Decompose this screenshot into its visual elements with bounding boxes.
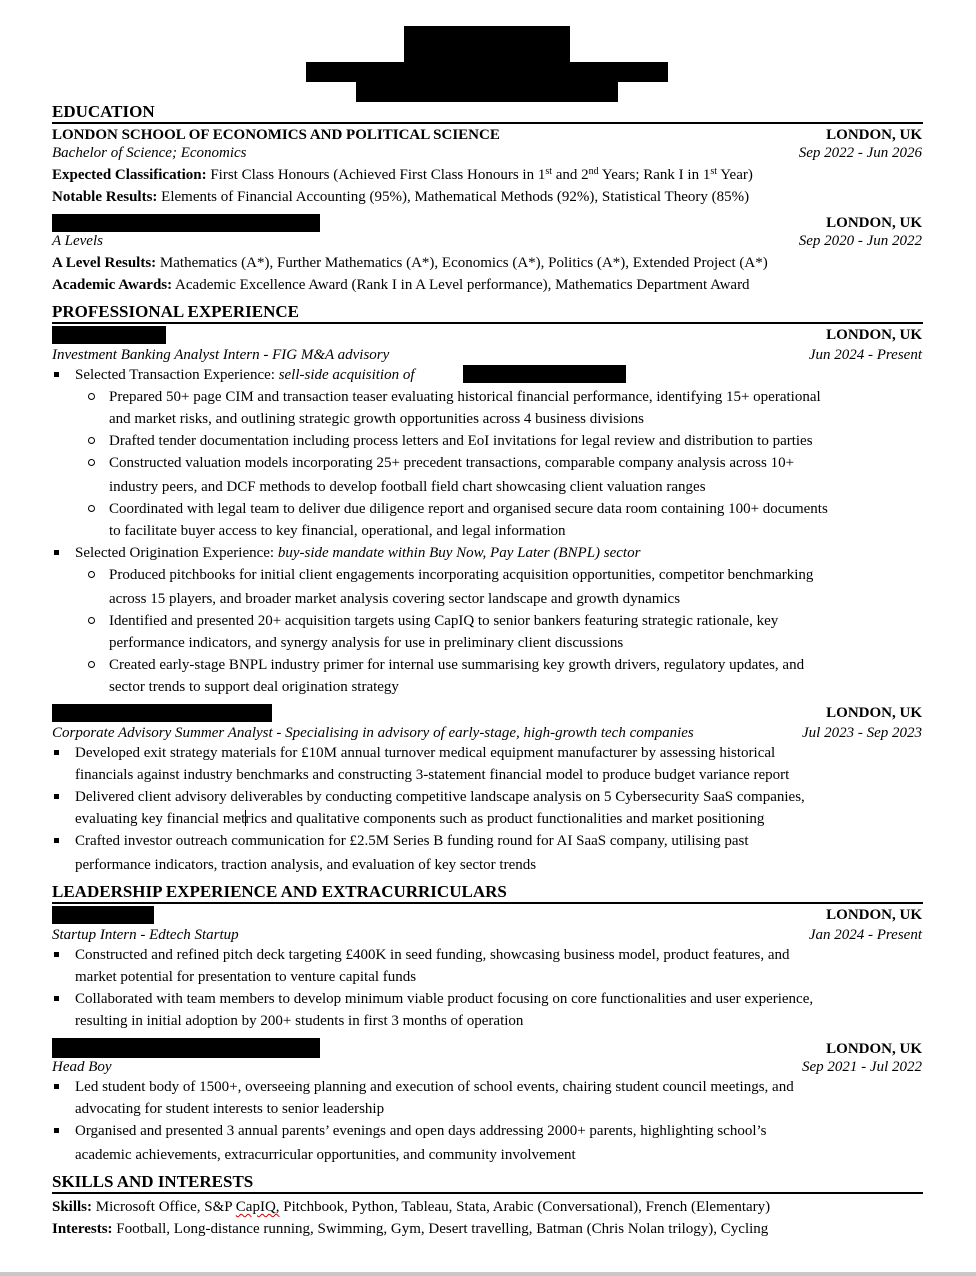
job-dates: Jun 2024 - Present [808, 347, 922, 363]
bullet-line: Collaborated with team members to develop minimum viable product focusing on core functionalities and user experience, [75, 991, 814, 1007]
bullet-line-with-text-cursor[interactable]: evaluating key financial metrics and qualitative components such as product functionalities and market positioning [75, 811, 765, 827]
square-bullet-icon [54, 952, 59, 957]
circle-bullet-icon [88, 393, 95, 400]
bullet-line: to facilitate buyer access to key financial, operational, and legal information [109, 523, 566, 539]
redacted-company-1 [52, 326, 166, 344]
page-bottom-edge [0, 1272, 976, 1276]
org-dates: Jan 2024 - Present [808, 927, 922, 943]
section-title-leadership: LEADERSHIP EXPERIENCE AND EXTRACURRICULARS [52, 882, 923, 904]
line-label: Academic Awards: [52, 277, 173, 293]
bullet-line: advocating for student interests to senior leadership [75, 1101, 385, 1117]
expected-classification-line: Expected Classification: First Class Honours (Achieved First Class Honours in 1st and 2nd Years; Rank I in 1st Year) [52, 166, 753, 183]
bullet-line: Created early-stage BNPL industry primer for internal use summarising key growth drivers, regulatory updates, and [109, 657, 805, 673]
square-bullet-icon [54, 996, 59, 1001]
bullet-line: Drafted tender documentation including process letters and EoI invitations for legal review and distribution to parties [109, 433, 813, 449]
redacted-org-2 [52, 1038, 320, 1058]
redacted-contact-line-1 [306, 62, 668, 82]
a-level-results-line: A Level Results: Mathematics (A*), Further Mathematics (A*), Economics (A*), Politics (A*), Extended Project (A*) [52, 255, 768, 271]
square-bullet-icon [54, 372, 59, 377]
bullet-line: academic achievements, extracurricular opportunities, and community involvement [75, 1147, 576, 1163]
redacted-target-company [463, 365, 626, 383]
redacted-org-1 [52, 906, 154, 924]
skills-label: Skills: [52, 1199, 93, 1215]
org-location: LONDON, UK [826, 1041, 922, 1057]
square-bullet-icon [54, 1128, 59, 1133]
bullet-line: Constructed valuation models incorporating 25+ precedent transactions, comparable company analysis across 10+ [109, 455, 795, 471]
bullet-line: sector trends to support deal origination strategy [109, 679, 399, 695]
bullet-line: Coordinated with legal team to deliver due diligence report and organised secure data room containing 100+ documents [109, 501, 828, 517]
bullet-line: financials against industry benchmarks and constructing 3-statement financial model to produce budget variance report [75, 767, 790, 783]
bullet-line: Produced pitchbooks for initial client engagements incorporating acquisition opportunities, competitor benchmarking [109, 567, 814, 583]
bullet-line: Crafted investor outreach communication for £2.5M Series B funding round for AI SaaS company, utilising past [75, 833, 749, 849]
bullet-line: Identified and presented 20+ acquisition targets using CapIQ to senior bankers featuring strategic rationale, key [109, 613, 779, 629]
school-dates: Sep 2020 - Jun 2022 [798, 233, 922, 249]
skills-line: Skills: Microsoft Office, S&P CapIQ, Pitchbook, Python, Tableau, Stata, Arabic (Conversational), French (Elementary) [52, 1199, 771, 1215]
bullet-line: industry peers, and DCF methods to develop football field chart showcasing client valuation ranges [109, 479, 706, 495]
institution-location: LONDON, UK [826, 127, 922, 143]
circle-bullet-icon [88, 459, 95, 466]
circle-bullet-icon [88, 571, 95, 578]
section-title-skills: SKILLS AND INTERESTS [52, 1172, 923, 1194]
org-role: Head Boy [52, 1059, 112, 1075]
education-dates: Sep 2022 - Jun 2026 [798, 145, 922, 161]
job-location: LONDON, UK [826, 327, 922, 343]
bullet-line: market potential for presentation to venture capital funds [75, 969, 417, 985]
line-label: A Level Results: [52, 255, 157, 271]
line-label: Expected Classification: [52, 167, 207, 183]
bullet-line: performance indicators, traction analysis, and evaluation of key sector trends [75, 857, 537, 873]
line-label: Notable Results: [52, 189, 158, 205]
bullet-line: and market risks, and outlining strategic growth opportunities across 4 business divisions [109, 411, 644, 427]
bullet-line: resulting in initial adoption by 200+ students in first 3 months of operation [75, 1013, 524, 1029]
circle-bullet-icon [88, 617, 95, 624]
section-title-experience: PROFESSIONAL EXPERIENCE [52, 302, 923, 324]
job-location: LONDON, UK [826, 705, 922, 721]
square-bullet-icon [54, 550, 59, 555]
org-location: LONDON, UK [826, 907, 922, 923]
degree: Bachelor of Science; Economics [52, 145, 247, 161]
bullet-line: Organised and presented 3 annual parents’ evenings and open days addressing 2000+ parents, highlighting school’s [75, 1123, 767, 1139]
square-bullet-icon [54, 794, 59, 799]
bullet-group-heading: Selected Origination Experience: buy-side mandate within Buy Now, Pay Later (BNPL) sector [75, 545, 641, 561]
job-dates: Jul 2023 - Sep 2023 [802, 725, 922, 741]
bullet-line: performance indicators, and synergy analysis for use in preliminary client discussions [109, 635, 624, 651]
redacted-name [404, 26, 570, 62]
redacted-company-2 [52, 704, 272, 722]
job-role: Corporate Advisory Summer Analyst - Specialising in advisory of early-stage, high-growth tech companies [52, 725, 694, 741]
bullet-group-heading: Selected Transaction Experience: sell-side acquisition of [75, 367, 415, 383]
square-bullet-icon [54, 750, 59, 755]
spellcheck-flagged-word[interactable]: CapIQ, [235, 1199, 280, 1215]
school-location: LONDON, UK [826, 215, 922, 231]
job-role: Investment Banking Analyst Intern - FIG M&A advisory [52, 347, 390, 363]
redacted-contact-line-2 [356, 82, 618, 102]
org-role: Startup Intern - Edtech Startup [52, 927, 239, 943]
org-dates: Sep 2021 - Jul 2022 [802, 1059, 922, 1075]
bullet-line: Constructed and refined pitch deck targeting £400K in seed funding, showcasing business model, product features, and [75, 947, 790, 963]
bullet-line: across 15 players, and broader market analysis covering sector landscape and growth dynamics [109, 591, 681, 607]
square-bullet-icon [54, 838, 59, 843]
redacted-school-name [52, 214, 320, 232]
bullet-line: Prepared 50+ page CIM and transaction teaser evaluating historical financial performance, identifying 15+ operational [109, 389, 821, 405]
section-title-education: EDUCATION [52, 102, 923, 124]
square-bullet-icon [54, 1084, 59, 1089]
notable-results-line: Notable Results: Elements of Financial Accounting (95%), Mathematical Methods (92%), Statistical Theory (85%) [52, 189, 750, 205]
interests-label: Interests: [52, 1221, 113, 1237]
qualification: A Levels [52, 233, 103, 249]
institution-name: LONDON SCHOOL OF ECONOMICS AND POLITICAL SCIENCE [52, 127, 500, 143]
bullet-line: Led student body of 1500+, overseeing planning and execution of school events, chairing student council meetings, and [75, 1079, 794, 1095]
circle-bullet-icon [88, 505, 95, 512]
bullet-line: Delivered client advisory deliverables by conducting competitive landscape analysis on 5 Cybersecurity SaaS companies, [75, 789, 805, 805]
circle-bullet-icon [88, 437, 95, 444]
circle-bullet-icon [88, 661, 95, 668]
interests-line: Interests: Football, Long-distance running, Swimming, Gym, Desert travelling, Batman (Chris Nolan trilogy), Cycling [52, 1221, 769, 1237]
bullet-line: Developed exit strategy materials for £10M annual turnover medical equipment manufacturer by assessing historical [75, 745, 776, 761]
academic-awards-line: Academic Awards: Academic Excellence Award (Rank I in A Level performance), Mathematics Department Award [52, 277, 750, 293]
